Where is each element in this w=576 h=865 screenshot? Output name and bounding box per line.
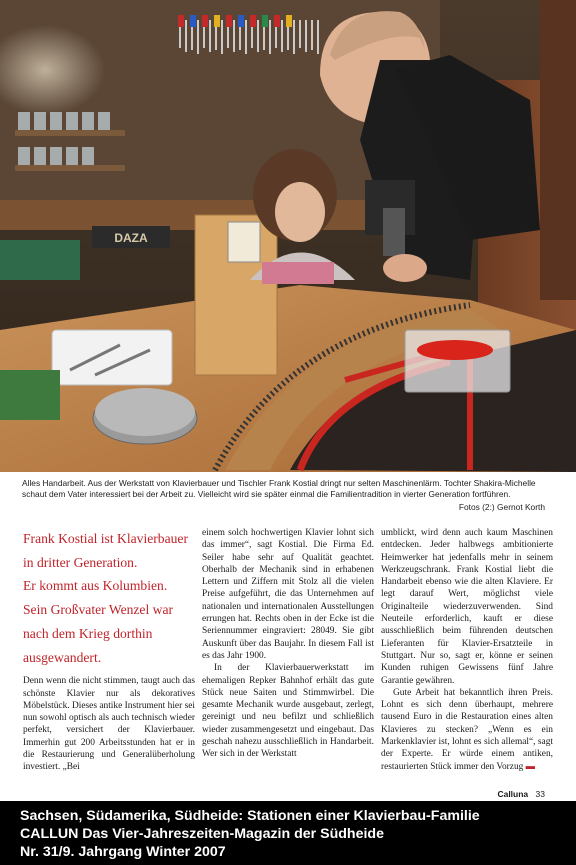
lead-line: nach dem Krieg dorthin [23,625,153,641]
body-paragraph: In der Klavierbauerwerkstatt im ehemaligen Repker Bahnhof erhält das gute Stück neue Saiten und Stimmwirbel. Die gesamte Mechanik wurde ausgebaut, zerlegt, gereinigt und neu befilzt und schließlich wieder zusammengesetzt und eingebaut. Das geschah nahezu ausschließlich in Handarbeit. Wer sich in der Werkstatt [202,663,374,760]
green-bin [0,240,80,280]
lead-line: Frank Kostial ist Klavierbauer [23,531,188,546]
info-magazine: CALLUN Das Vier-Jahreszeiten-Magazin der Südheide [20,826,384,842]
body-paragraph: Denn wenn die nicht stimmen, taugt auch das schönste Klavier nur als dekoratives Möbelstück. Dieses antike Instrument hier sei nun sowohl optisch als auch technisch wieder perfekt, versichert der Klavierbauer. Immerhin gut 200 Arbeitsstunden hat er in die Restaurierung und Generalüberholung investiert. „Bei [23,676,195,773]
photo-caption: Alles Handarbeit. Aus der Werkstatt von Klavierbauer und Tischler Frank Kostial dringt nur selten Maschinenlärm. Tochter Shakira-Michelle schaut dem Vater interessiert bei der Arbeit zu. Vielleicht wird sie später einmal die Familientradition in vierter Generation fortführen. [22,478,536,500]
daza-label: DAZA [114,231,148,245]
info-issue: Nr. 31/9. Jahrgang Winter 2007 [20,844,226,860]
body-paragraph [381,687,553,773]
lead-paragraph [23,527,195,669]
plastic-box [405,330,510,392]
magazine-name: Calluna [497,789,529,799]
hammer-head [383,208,405,256]
lead-line: Sein Großvater Wenzel war [23,602,174,618]
photo-credit: Fotos (2:) Gernot Korth [458,502,545,512]
article-column-3 [381,527,553,773]
green-cloth [0,370,60,420]
tool-tray [52,330,172,385]
lead-line: Er kommt aus Kolumbien. [23,578,168,594]
source-info-bar [0,801,576,865]
lead-line: in dritter Generation. [23,554,138,570]
page-number: 33 [535,789,545,799]
body-paragraph: umblickt, wird denn auch kaum Maschinen entdecken. Jeder halbwegs ambitionierte Heimwerker hat jedenfalls mehr in seinem Werkzeugschrank. Frank Kostial liebt die Handarbeit ebenso wie die alten Klaviere. Er legt darauf Wert, möglichst viele Originalteile wiederzuverwenden. Sind Neuteile erforderlich, kauft er diese ausschließlich beim führenden deutschen Lieferanten für Klavier-Ersatzteile in Stuttgart. Nur so, sagt er, könne er seinen Kunden ruhigen Gewissens fünf Jahre Garantie gewähren. [381,528,553,686]
article-column-1 [23,527,195,774]
page-folio [497,789,545,799]
article-column-2 [202,527,374,761]
info-title: Sachsen, Südamerika, Südheide: Stationen einer Klavierbau-Familie [20,808,480,824]
body-text: Gute Arbeit hat bekanntlich ihren Preis. Lohnt es sich denn überhaupt, mehrere tausend Euro in die Restauration eines alten Klavieres zu stecken? „Wenn es ein Markenklavier ist, lohnt es sich allemal“, sagt der Experte. Er würde einem antiken, restaurierten Stück immer den Vorzug [381,687,553,772]
article-end-mark: ▬ [525,761,536,772]
lead-line: ausgewandert. [23,649,102,665]
body-paragraph: einem solch hochwertigen Klavier lohnt sich das immer“, sagt Kostial. Die Firma Ed. Seiler habe sehr auf Qualität geachtet. Oberhalb der Mechanik sind in erhabenen Lettern und Ziffern mit Stolz all die vielen Preise aufgeführt, die das Unternehmen auf nationalen und internationalen Ausstellungen errungen hat. Rechts oben in der Ecke ist die Seriennummer eingraviert: 28049. Sie gibt Auskunft über das Baujahr. In diesem Fall ist es das Jahr 1900. [202,528,374,661]
